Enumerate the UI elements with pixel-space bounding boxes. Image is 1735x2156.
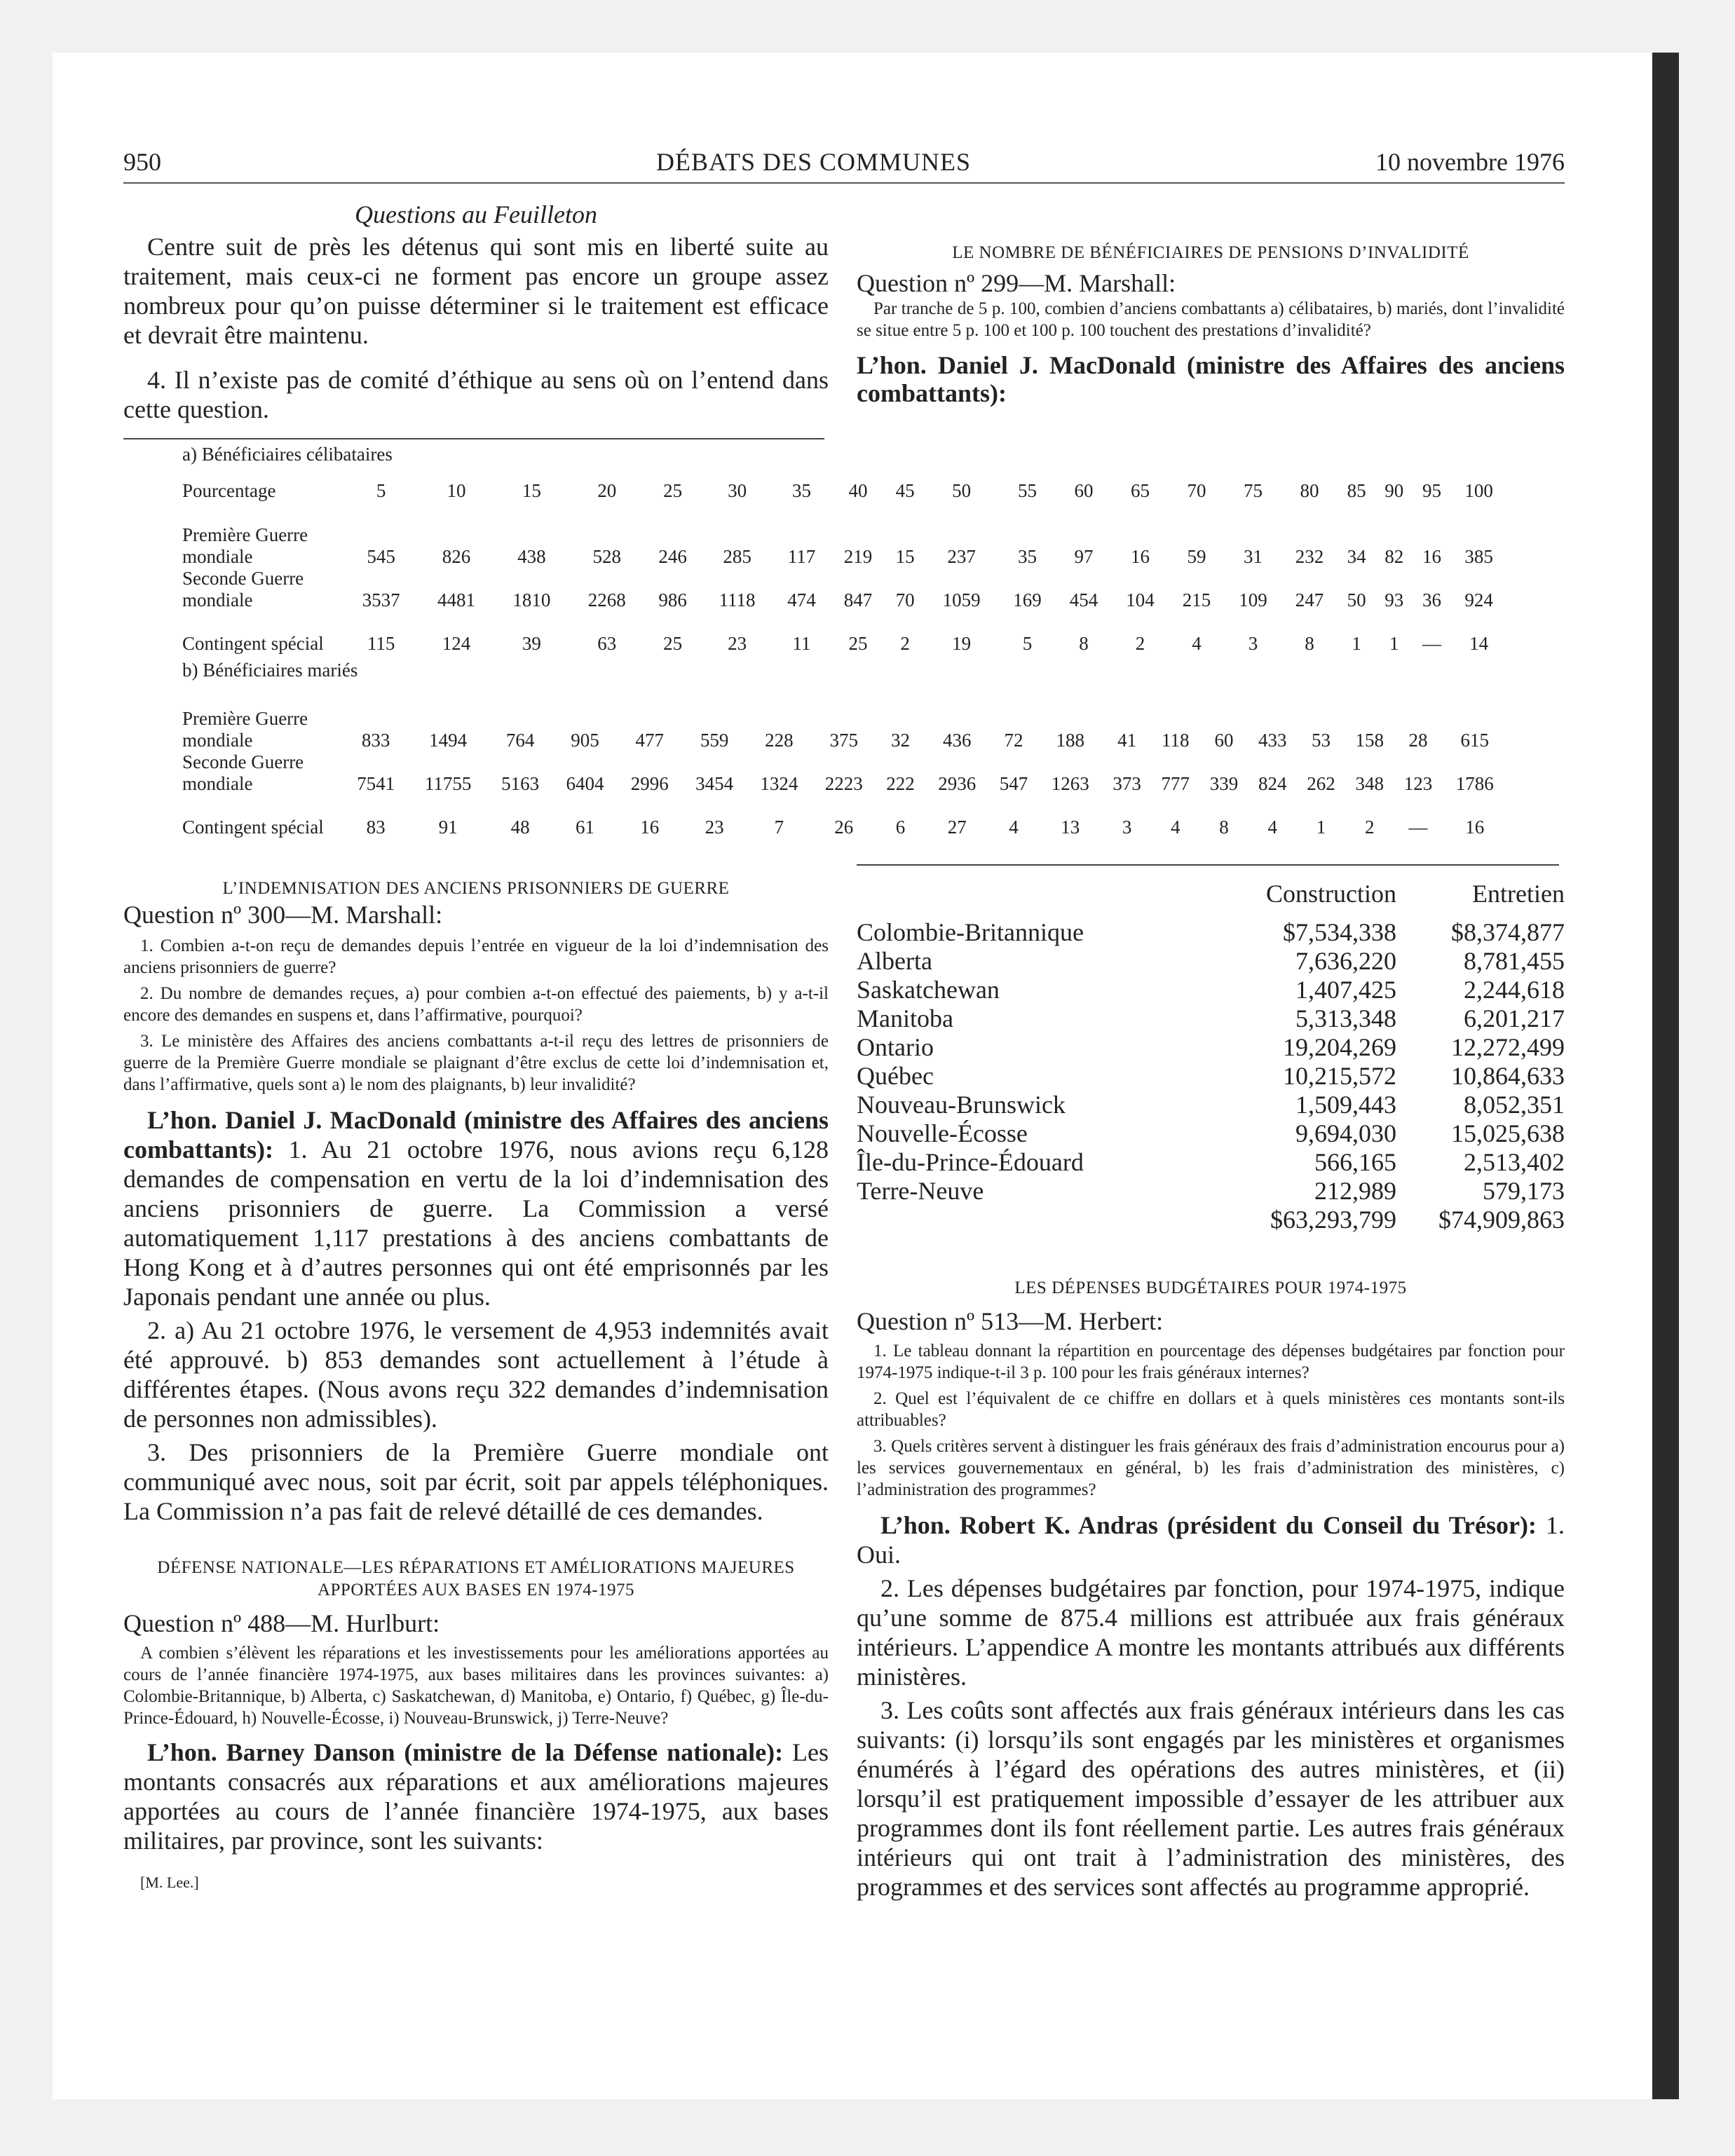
question-text: 3. Le ministère des Affaires des anciens combattants a-t-il reçu des lettres de prisonniers de guerre de la Première Guerre mondiale se plaignant d’être exclus de cette loi d’indemnisation et, dans l’affirmative, quels sont a) le nom des plaignants, b) leur invalidité? [123,1032,829,1094]
page-footer: [M. Lee.] [140,1874,199,1891]
table-cell: 28 [1408,730,1428,751]
table-cell: 61 [575,817,594,838]
page-header [123,147,1565,184]
question-text: Par tranche de 5 p. 100, combien d’anciens combattants a) célibataires, b) mariés, dont l’invalidité se situe entre 5 p. 100 et 100 p. 100 touchent des prestations d’invalidité? [857,299,1565,340]
row-label: Seconde Guerre mondiale [182,751,304,794]
table-cell: 222 [886,773,915,794]
left-column-bottom [123,878,829,1897]
answer-paragraph [123,1105,829,1311]
journal-title: DÉBATS DES COMMUNES [656,148,972,176]
answer-speaker: L’hon. Daniel J. MacDonald (ministre des Affaires des anciens combattants): [123,1106,829,1164]
table-cell: 4481 [437,589,476,610]
table-cell: 5 [1022,633,1033,654]
percentage-cell: 95 [1422,480,1441,501]
percentage-cell: 10 [447,480,466,501]
table-cell: 2268 [587,589,626,610]
table-cell: 285 [723,546,751,567]
province-name: Île-du-Prince-Édouard [857,1148,1084,1176]
percentage-cell: 90 [1384,480,1404,501]
table-cell: 15 [895,546,915,567]
table-cell: 118 [1162,730,1190,751]
maintenance-amount: 10,864,633 [1451,1062,1565,1090]
table-cell: — [1422,633,1441,654]
percentage-cell: 60 [1074,480,1094,501]
table-cell: 188 [1056,730,1085,751]
question-text: 1. Le tableau donnant la répartition en pourcentage des dépenses budgétaires par fonction pour 1974-1975 indique-t-il 3 p. 100 pour les frais généraux internes? [857,1342,1565,1382]
question-text: A combien s’élèvent les réparations et les investissements pour les améliorations apportées au cours de l’année financière 1974-1975, aux bases militaires dans les provinces suivantes: a) Colombie-Britannique, b) Alberta, c) Saskatchewan, d) Manitoba, e) Ontario, f) Québec, g) Île-du-Prince-Édouard, h) Nouvelle-Écosse, i) Nouveau-Brunswick, j) Terre-Neuve? [123,1644,829,1728]
maintenance-amount: 8,781,455 [1464,947,1565,975]
province-name: Nouveau-Brunswick [857,1091,1066,1119]
section-label: a) Bénéficiaires célibataires [182,444,393,465]
row-label: Première Guerre mondiale [182,524,308,567]
table-cell: 545 [367,546,395,567]
question-label: Question nº 513—M. Herbert: [857,1307,1164,1335]
table-cell: 559 [700,730,729,751]
divider [857,864,1559,866]
table-cell: 824 [1258,773,1287,794]
table-cell: 1 [1316,817,1326,838]
table-cell: 232 [1295,546,1324,567]
table-cell: 97 [1074,546,1094,567]
table-cell: 1786 [1455,773,1494,794]
province-name: Manitoba [857,1004,953,1032]
table-row [182,685,1507,751]
divider [123,438,824,439]
question-label: Question nº 299—M. Marshall: [857,269,1176,297]
percentage-cell: 30 [728,480,747,501]
section-heading: DÉFENSE NATIONALE—LES RÉPARATIONS ET AMÉLIORATIONS MAJEURES APPORTÉES AUX BASES EN 1974-1975 [157,1558,795,1599]
table-cell: 433 [1258,730,1287,751]
table-cell: 777 [1161,773,1190,794]
construction-amount: 5,313,348 [1295,1004,1396,1032]
province-name: Alberta [857,947,932,975]
page-number: 950 [123,148,161,176]
table-cell: 2 [1364,817,1375,838]
table-row [857,947,1565,976]
percentage-cell: 100 [1464,480,1493,501]
maintenance-amount: 6,201,217 [1464,1004,1565,1032]
percentage-cell: 25 [663,480,683,501]
answer-paragraph: 2. Les dépenses budgétaires par fonction, pour 1974-1975, indique qu’une somme de 875.4 millions est attribuée aux frais généraux intérieurs. L’appendice A montre les montants attribués aux différents ministères. [857,1574,1565,1691]
table-cell: 436 [943,730,972,751]
total-row [857,1206,1565,1234]
table-cell: 385 [1464,546,1493,567]
percentage-cell: 45 [895,480,915,501]
table-cell: 615 [1460,730,1490,751]
table-cell: 833 [361,730,390,751]
table-cell: 31 [1244,546,1263,567]
table-cell: 847 [843,589,873,610]
table-cell: 2 [900,633,910,654]
table-cell: 3 [1248,633,1258,654]
percentage-cell: 20 [597,480,617,501]
answer-paragraph [123,1738,829,1855]
row-label: Contingent spécial [182,817,324,838]
table-cell: 764 [505,730,535,751]
province-name: Québec [857,1062,934,1090]
table-cell: 32 [890,730,910,751]
percentage-cell: 15 [522,480,541,501]
table-cell: 115 [367,633,395,654]
table-cell: 59 [1187,546,1206,567]
table-cell: 6 [895,817,906,838]
table-cell: 228 [765,730,794,751]
table-cell: 477 [635,730,665,751]
table-cell: 1263 [1051,773,1089,794]
table-cell: 48 [510,817,530,838]
construction-amount: 1,407,425 [1295,976,1396,1004]
table-cell: 11755 [424,773,472,794]
table-cell: 247 [1295,589,1324,610]
table-cell: 547 [999,773,1028,794]
table-cell: 3454 [695,773,734,794]
table-cell: 104 [1126,589,1155,610]
col-header: Construction [1266,880,1396,908]
construction-amount: 10,215,572 [1283,1062,1396,1090]
table-cell: 70 [895,589,915,610]
right-column-bottom [857,1277,1565,1902]
percentage-cell: 70 [1187,480,1206,501]
construction-amount: 1,509,443 [1295,1091,1396,1119]
paragraph: Centre suit de près les détenus qui sont mis en liberté suite au traitement, mais ceux-ci ne forment pas encore un groupe assez nombreux pour qu’on puisse déterminer si le traitement est efficace et devrait être maintenu. [123,233,829,349]
table-row [857,1033,1565,1062]
table-cell: 1494 [429,730,468,751]
table-cell: 19 [952,633,972,654]
table-row [857,1177,1565,1206]
right-column-top [857,242,1565,407]
maintenance-amount: 12,272,499 [1451,1033,1565,1061]
province-table [857,880,1565,1234]
table-cell: 53 [1312,730,1331,751]
section-heading: L’INDEMNISATION DES ANCIENS PRISONNIERS DE GUERRE [222,879,730,898]
table-cell: 1810 [512,589,551,610]
percentage-cell: 40 [848,480,868,501]
table-cell: 39 [522,633,541,654]
table-cell: 124 [442,633,471,654]
construction-amount: 566,165 [1314,1148,1396,1176]
scan-edge [1652,53,1679,2099]
percentage-cell: 35 [792,480,811,501]
table-cell: 41 [1117,730,1137,751]
question-text: 1. Combien a-t-on reçu de demandes depuis l’entrée en vigueur de la loi d’indemnisation des anciens prisonniers de guerre? [123,936,829,977]
table-cell: 23 [728,633,747,654]
row-label: Pourcentage [182,480,276,501]
table-row [857,1004,1565,1033]
answer-paragraph [857,1510,1565,1569]
section-label: b) Bénéficiaires mariés [182,660,358,681]
table-cell: 375 [829,730,858,751]
table-cell: 60 [1214,730,1234,751]
answer-text: 1. Au 21 octobre 1976, nous avions reçu 6,128 demandes de compensation en vertu de la loi d’indemnisation des anciens prisonniers de guerre. La Commission a versé automatiquement 1,117 prestations à des anciens combattants de Hong Kong et à d’autres personnes qui ont été emprisonnés par les Japonais pendant une année ou plus. [123,1135,829,1311]
question-label: Question nº 488—M. Hurlburt: [123,1609,440,1637]
answer-speaker: L’hon. Daniel J. MacDonald (ministre des Affaires des anciens combattants): [857,351,1565,407]
left-column-top [123,200,829,424]
table-cell: 123 [1403,773,1433,794]
table-cell: 4 [1009,817,1019,838]
question-text: 2. Quel est l’équivalent de ce chiffre en dollars et à quels ministères ces montants sont-ils attribuables? [857,1389,1565,1430]
question-text: 3. Quels critères servent à distinguer les frais généraux des frais d’administration encourus pour a) les services gouvernementaux en général, b) les frais d’administration des ministères, c) l’administration des programmes? [857,1437,1565,1499]
table-cell: 83 [366,817,386,838]
table-cell: 91 [438,817,458,838]
table-cell: 262 [1307,773,1335,794]
answer-text: 1. Oui. [857,1511,1565,1569]
table-cell: 25 [848,633,868,654]
table-cell: 16 [640,817,660,838]
table-cell: 6404 [566,773,604,794]
maintenance-amount: 15,025,638 [1451,1119,1565,1147]
province-name: Terre-Neuve [857,1177,984,1205]
table-cell: 528 [592,546,621,567]
table-cell: 905 [571,730,599,751]
table-cell: 27 [947,817,967,838]
answer-paragraph: 3. Des prisonniers de la Première Guerre mondiale ont communiqué avec nous, soit par écrit, soit par appels téléphoniques. La Commission n’a pas fait de relevé détaillé de ces demandes. [123,1438,829,1525]
table-cell: 25 [663,633,683,654]
table-row [182,795,1507,838]
province-name: Ontario [857,1033,934,1061]
benef-table-b [182,685,1507,838]
page-date: 10 novembre 1976 [1375,148,1565,176]
table-cell: 1 [1389,633,1399,654]
table-cell: 13 [1061,817,1080,838]
table-row [857,1119,1565,1148]
table-cell: — [1408,817,1428,838]
table-cell: 2223 [824,773,863,794]
total-construction: $63,293,799 [1270,1206,1396,1234]
section-heading: LE NOMBRE DE BÉNÉFICIAIRES DE PENSIONS D’INVALIDITÉ [952,243,1469,262]
table-cell: 14 [1469,633,1489,654]
question-number [857,268,1565,298]
maintenance-amount: 2,513,402 [1464,1148,1565,1176]
percentage-cell: 85 [1347,480,1366,501]
answer-paragraph: 3. Les coûts sont affectés aux frais généraux intérieurs dans les cas suivants: (i) lorsqu’ils sont engagés par les ministères et organismes énumérés à l’égard des opérations des autres ministères, et (ii) lorsqu’il est pratiquement impossible d’essayer de les attribuer aux programmes dont ils font réellement partie. Les autres frais généraux intérieurs qui ont trait à l’administration des ministères, des programmes et des services sont affectés au programme approprié. [857,1696,1565,1901]
row-label: Contingent spécial [182,633,324,654]
table-cell: 339 [1209,773,1239,794]
table-cell: 5163 [501,773,540,794]
province-name: Nouvelle-Écosse [857,1119,1028,1147]
table-cell: 924 [1464,589,1493,610]
table-cell: 158 [1355,730,1384,751]
table-cell: 23 [705,817,724,838]
table-cell: 8 [1079,633,1089,654]
col-header: Entretien [1472,880,1565,908]
table-cell: 2 [1135,633,1145,654]
table-cell: 3537 [362,589,400,610]
maintenance-amount: $8,374,877 [1451,918,1565,946]
answer-paragraph: 2. a) Au 21 octobre 1976, le versement de 4,953 indemnités avait été approuvé. b) 853 demandes sont actuellement à l’étude à différentes étapes. (Nous avons reçu 322 demandes d’indemnisation de personnes non admissibles). [123,1316,829,1433]
table-cell: 1059 [942,589,981,610]
construction-amount: 212,989 [1314,1177,1396,1205]
table-cell: 34 [1347,546,1366,567]
section-heading: LES DÉPENSES BUDGÉTAIRES POUR 1974-1975 [1014,1278,1407,1297]
table-cell: 117 [787,546,816,567]
table-cell: 109 [1239,589,1267,610]
table-cell: 63 [597,633,617,654]
construction-amount: 19,204,269 [1283,1033,1396,1061]
beneficiaries-table [182,442,1507,838]
table-cell: 826 [442,546,471,567]
maintenance-amount: 2,244,618 [1464,976,1565,1004]
table-cell: 7541 [357,773,395,794]
total-maintenance: $74,909,863 [1438,1206,1565,1234]
percentage-cell: 55 [1018,480,1037,501]
table-cell: 8 [1219,817,1229,838]
percentage-cell: 5 [376,480,386,501]
maintenance-amount: 8,052,351 [1464,1091,1565,1119]
table-cell: 246 [658,546,687,567]
table-cell: 219 [843,546,873,567]
table-cell: 2996 [630,773,669,794]
table-cell: 36 [1422,589,1441,610]
table-row [182,568,1507,611]
percentage-cell: 50 [952,480,972,501]
table-cell: 373 [1113,773,1141,794]
percentage-cell: 65 [1131,480,1150,501]
table-cell: 3 [1122,817,1132,838]
section-title: Questions au Feuilleton [355,200,597,228]
construction-amount: $7,534,338 [1283,918,1396,946]
province-name: Saskatchewan [857,976,1000,1004]
table-cell: 35 [1018,546,1037,567]
table-cell: 1118 [719,589,756,610]
table-cell: 72 [1004,730,1023,751]
percentage-row [182,467,1507,502]
table-row [857,1062,1565,1091]
row-label: Première Guerre mondiale [182,708,308,751]
table-row [857,1148,1565,1177]
table-cell: 215 [1182,589,1211,610]
table-cell: 16 [1131,546,1150,567]
table-cell: 8 [1305,633,1314,654]
table-cell: 2936 [938,773,977,794]
table-cell: 11 [792,633,811,654]
table-cell: 16 [1465,817,1485,838]
answer-speaker: L’hon. Barney Danson (ministre de la Défense nationale): [147,1738,784,1766]
table-row [857,918,1565,947]
answer-speaker: L’hon. Robert K. Andras (président du Conseil du Trésor): [880,1511,1537,1539]
table-row [857,1091,1565,1119]
construction-amount: 9,694,030 [1295,1119,1396,1147]
percentage-cell: 80 [1300,480,1319,501]
table-cell: 237 [947,546,976,567]
table-row [182,611,1507,655]
maintenance-amount: 579,173 [1483,1177,1565,1205]
table-cell: 16 [1422,546,1441,567]
table-row [182,751,1507,795]
table-cell: 169 [1013,589,1042,610]
table-cell: 474 [787,589,816,610]
table-row [857,976,1565,1004]
table-cell: 1 [1352,633,1361,654]
benef-table-a [182,467,1507,655]
table-cell: 454 [1069,589,1098,610]
table-cell: 50 [1347,589,1366,610]
question-text: 2. Du nombre de demandes reçues, a) pour combien a-t-on effectué des paiements, b) y a-t-il encore des demandes en suspens et, dans l’affirmative, pourquoi? [123,984,829,1025]
table-cell: 986 [658,589,687,610]
table-cell: 4 [1192,633,1202,654]
row-label: Seconde Guerre mondiale [182,568,304,610]
question-label: Question nº 300—M. Marshall: [123,901,443,929]
paragraph: 4. Il n’existe pas de comité d’éthique au sens où on l’entend dans cette question. [123,366,829,423]
province-name: Colombie-Britannique [857,918,1084,946]
table-cell: 348 [1355,773,1384,794]
table-row [182,502,1507,568]
percentage-cell: 75 [1244,480,1263,501]
table-cell: 82 [1384,546,1404,567]
table-cell: 438 [517,546,546,567]
table-cell: 26 [834,817,854,838]
table-cell: 4 [1171,817,1181,838]
table-cell: 93 [1384,589,1404,610]
answer-text: Les montants consacrés aux réparations et aux améliorations majeures apportées au cours de l’année financière 1974-1975, aux bases militaires, par province, sont les suivants: [123,1738,829,1855]
table-cell: 4 [1267,817,1278,838]
table-cell: 7 [774,817,784,838]
construction-amount: 7,636,220 [1295,947,1396,975]
table-cell: 1324 [760,773,798,794]
